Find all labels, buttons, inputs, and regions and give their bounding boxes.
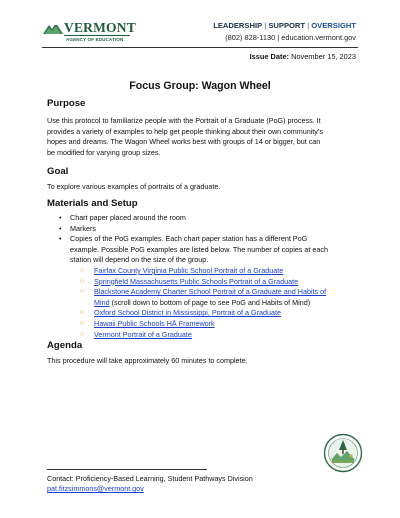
pog-examples-list — [70, 266, 357, 340]
agenda-heading: Agenda — [47, 340, 83, 351]
materials-list — [47, 213, 357, 340]
bullet-icon: • — [59, 213, 62, 222]
bullet-icon: • — [59, 234, 62, 244]
tagline-support: SUPPORT — [268, 21, 306, 30]
list-item-text: Markers — [70, 223, 96, 233]
link-fairfax[interactable]: Fairfax County Virginia Public School Portrait of a Graduate — [94, 265, 284, 275]
header-divider — [42, 47, 358, 48]
vermont-mountains-logo-icon — [42, 20, 64, 36]
logo-subtitle: AGENCY OF EDUCATION — [66, 37, 124, 42]
purpose-paragraph — [47, 116, 359, 158]
list-item-text: Chart paper placed around the room — [70, 213, 186, 222]
list-item-line: example. Possible PoG examples are listed below. The number of copies at each — [70, 244, 328, 254]
list-item — [70, 319, 357, 330]
purpose-line: provides a variety of examples to help get people thinking about their own community’s — [47, 126, 323, 136]
issue-date-line — [250, 52, 356, 61]
tagline-leadership: LEADERSHIP — [213, 21, 263, 30]
circle-bullet-icon: ○ — [80, 277, 84, 285]
list-item — [70, 266, 357, 277]
vermont-aoe-logo — [42, 18, 136, 46]
agenda-text: This procedure will take approximately 60 minutes to complete. — [47, 356, 248, 365]
link-vermont[interactable]: Vermont Portrait of a Graduate — [94, 329, 192, 339]
goal-text: To explore various examples of portraits of a graduate. — [47, 182, 221, 191]
bullet-icon: • — [59, 223, 62, 233]
list-item — [47, 224, 357, 235]
link-springfield[interactable]: Springfield Massachusetts Public Schools Portrait of a Graduate — [94, 276, 299, 286]
tagline-separator: | — [262, 21, 269, 30]
purpose-line: Use this protocol to familiarize people with the Portrait of a Graduate (PoG) process. It — [47, 116, 321, 125]
footer-contact: Contact: Proficiency-Based Learning, Student Pathways Division — [47, 474, 253, 483]
purpose-line: be modified for varying group sizes. — [47, 147, 161, 157]
circle-bullet-icon: ○ — [80, 266, 84, 274]
circle-bullet-icon: ○ — [80, 319, 84, 327]
list-item — [70, 287, 357, 308]
list-item — [47, 213, 357, 224]
tagline-oversight: OVERSIGHT — [311, 21, 356, 30]
list-item — [70, 330, 357, 341]
goal-heading: Goal — [47, 166, 69, 177]
header-tagline — [213, 21, 356, 30]
link-blackstone[interactable]: Blackstone Academy Charter School Portrait of a Graduate and Habits of — [94, 287, 327, 297]
footer-divider — [47, 469, 207, 470]
header-contact: (802) 828-1130 | education.vermont.gov — [225, 33, 356, 42]
purpose-heading: Purpose — [47, 98, 86, 109]
list-item-line: station will depend on the size of the group. — [70, 255, 209, 265]
list-item — [70, 308, 357, 319]
logo-wordmark: VERMONT — [64, 20, 136, 35]
issue-date-value: November 15, 2023 — [291, 52, 356, 61]
materials-heading: Materials and Setup — [47, 198, 138, 209]
list-item-line: Copies of the PoG examples. Each chart paper station has a different PoG — [70, 234, 308, 244]
circle-bullet-icon: ○ — [80, 309, 84, 317]
list-item — [47, 234, 357, 340]
vermont-state-seal-icon — [323, 433, 363, 473]
list-item — [70, 277, 357, 288]
link-oxford[interactable]: Oxford School District in Mississippi, Portrait of a Graduate — [94, 308, 281, 318]
circle-bullet-icon: ○ — [80, 288, 84, 296]
circle-bullet-icon: ○ — [80, 330, 84, 338]
link-blackstone-continued[interactable]: Mind — [94, 297, 110, 307]
footer-email-link[interactable]: pat.fitzsimmons@vermont.gov — [47, 484, 144, 493]
page-title: Focus Group: Wagon Wheel — [129, 80, 271, 92]
tagline-separator: | — [305, 21, 312, 30]
issue-date-label: Issue Date: — [249, 52, 290, 61]
purpose-line: hopes and dreams. The Wagon Wheel works best with groups of 14 or bigger, but can — [47, 137, 321, 147]
logo-divider — [64, 35, 130, 36]
link-note: (scroll down to bottom of page to see PoG and Habits of Mind) — [109, 297, 311, 307]
link-hawaii[interactable]: Hawaii Public Schools HĀ Framework — [94, 318, 215, 328]
